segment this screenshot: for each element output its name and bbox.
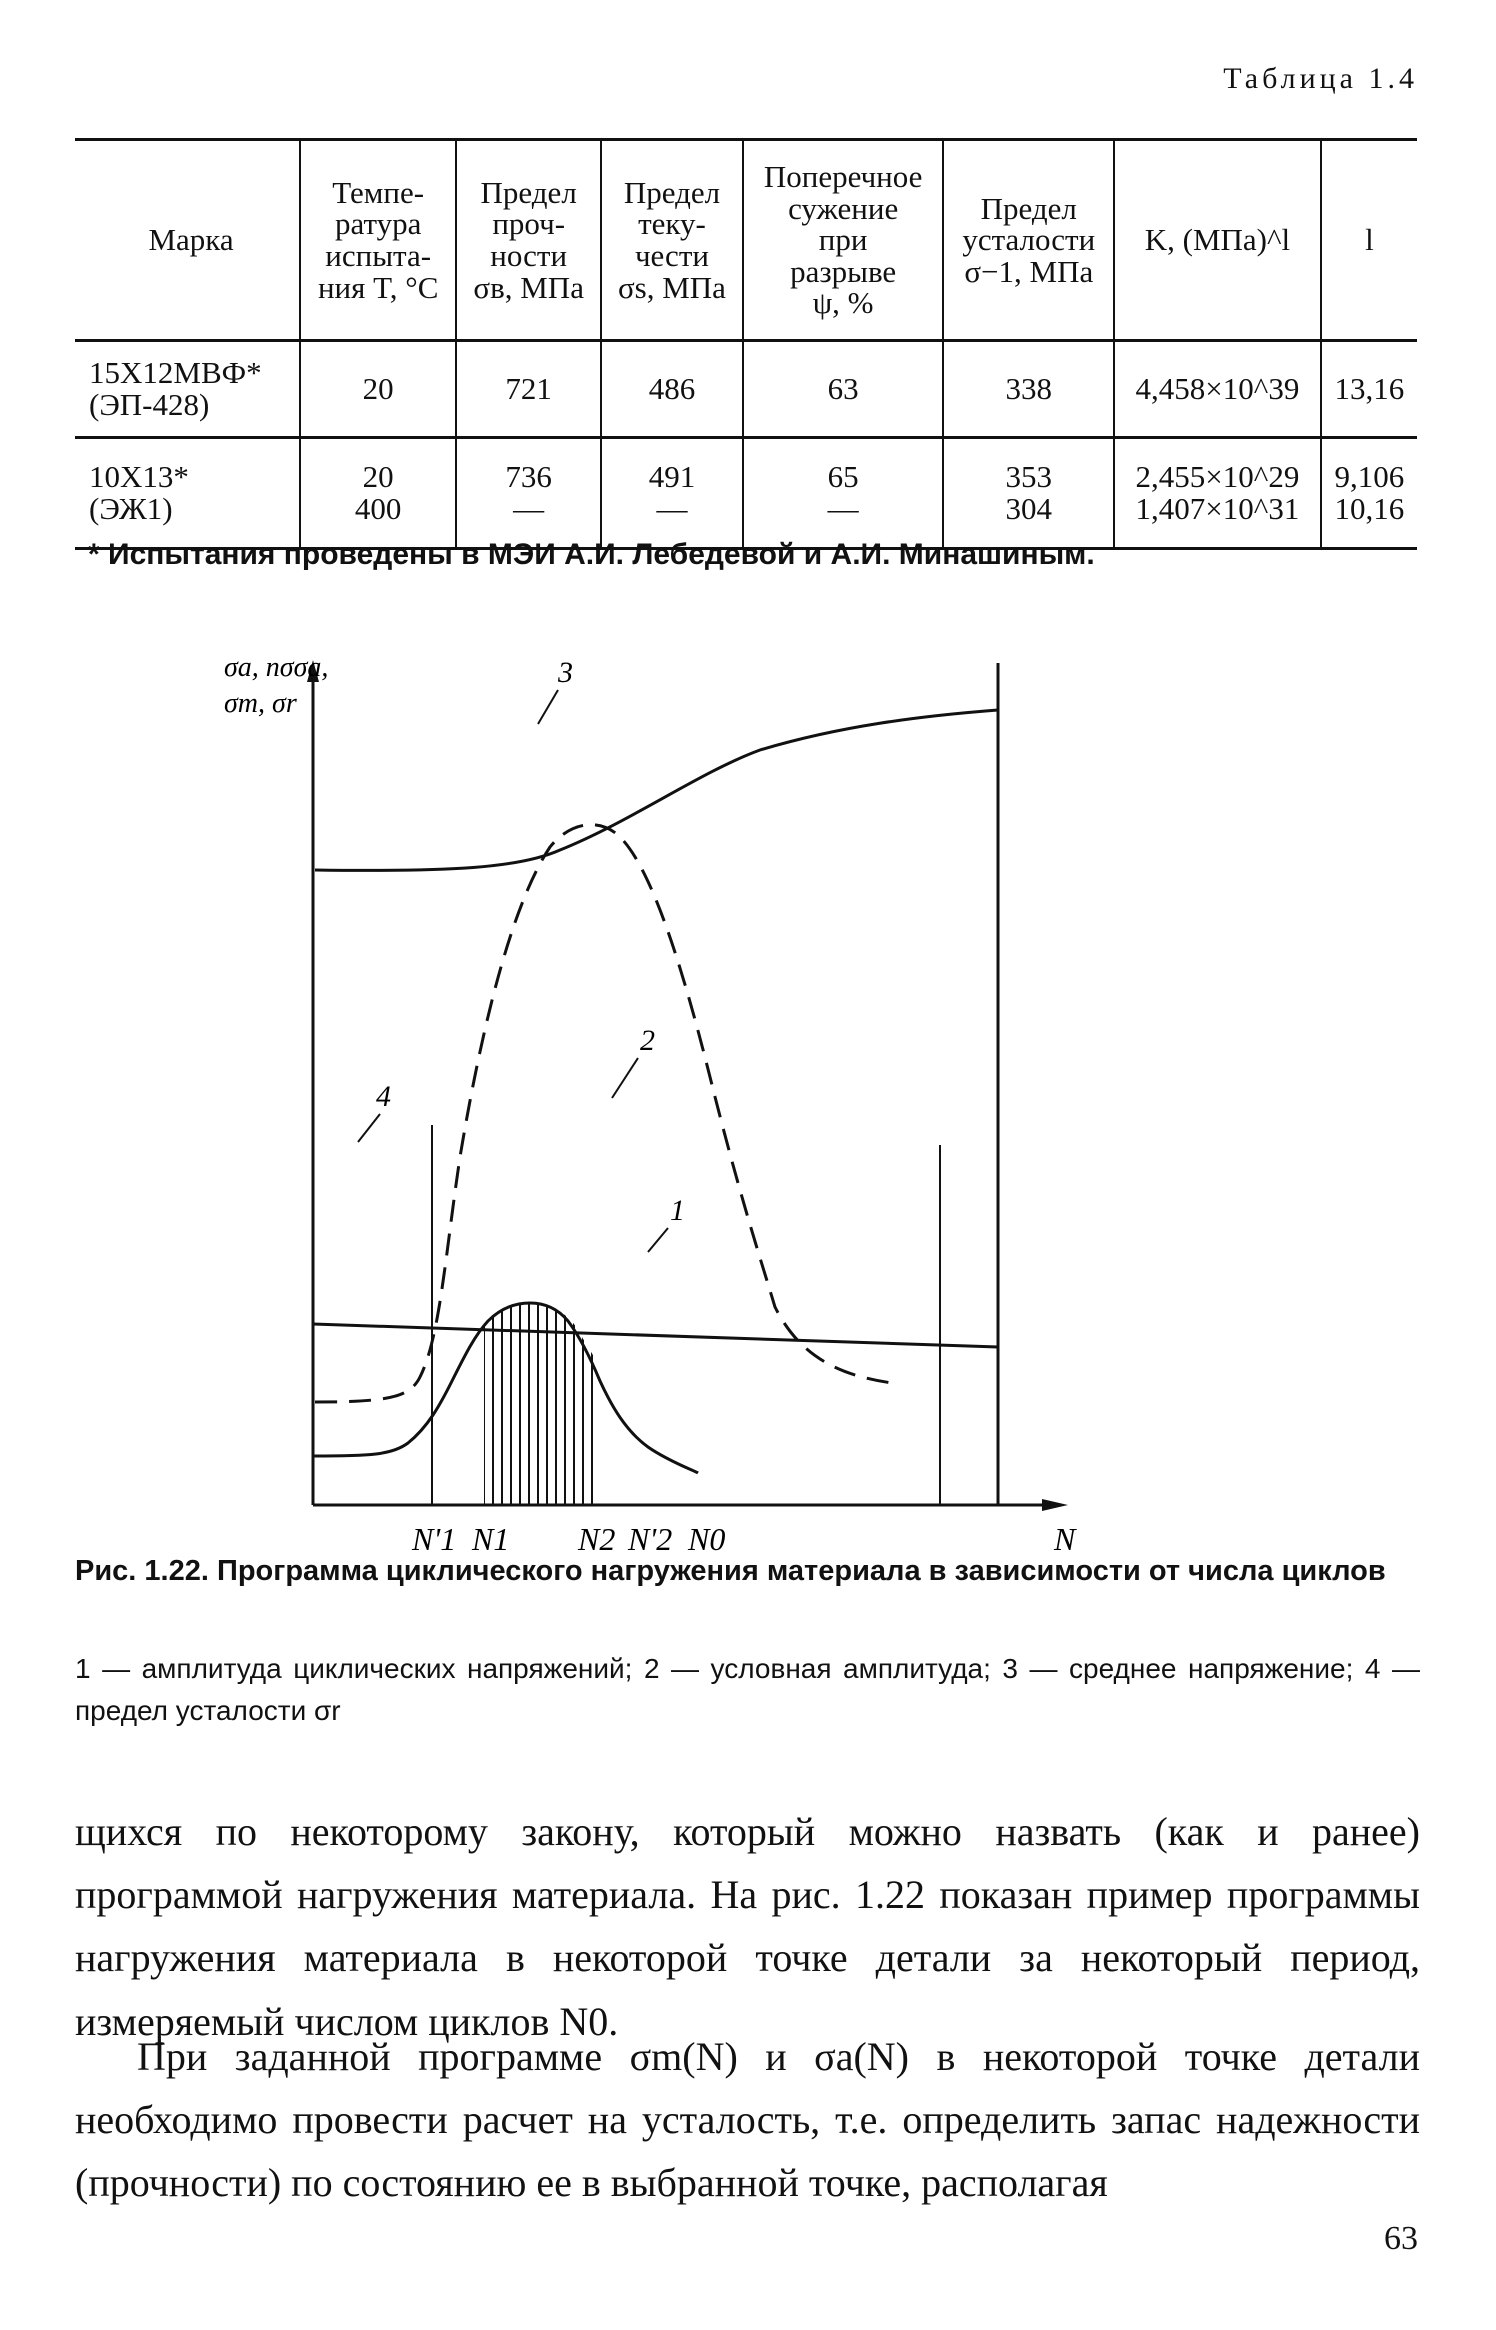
tick-n1: N1 [472, 1521, 510, 1557]
curve-1-drawn [315, 1300, 770, 1462]
header-line: l [1365, 222, 1374, 258]
table-row [75, 438, 1417, 549]
curve-1-stress-amplitude-visible [315, 778, 740, 930]
header-line: при [818, 222, 868, 258]
table-cell [743, 438, 944, 549]
header-line: Поперечное [763, 158, 923, 194]
y-axis-label-line2: σm, σr [224, 688, 297, 719]
curve-1-amplitude-bell [313, 782, 532, 930]
amplitude-line-1 [315, 780, 698, 931]
table-header-cell [601, 140, 743, 341]
curve-1-amplitude-trace [315, 780, 605, 930]
figure-title: Рис. 1.22. Программа циклического нагружения материала в зависимости от числа циклов [75, 1555, 1386, 1587]
body-paragraph-2: При заданной программе σm(N) и σa(N) в некоторой точке детали необходимо провести расчет на усталость, т.е. определить запас надежности (прочности) по состоянию ее в выбранной точке, располагая [75, 2034, 1420, 2206]
table-header-cell [75, 140, 300, 341]
curve-1-line [315, 1281, 900, 1472]
x-axis-label: N [1054, 1521, 1076, 1557]
cell-line: 13,16 [1334, 371, 1405, 407]
table-cell [1321, 438, 1417, 549]
curve-1-amplitude-cyclic-stresses [313, 1303, 698, 1473]
curve-label-4: 4 [376, 1080, 391, 1113]
header-line: Предел [623, 174, 721, 210]
table-cell [300, 341, 456, 438]
header-line: σ−1, МПа [964, 253, 1094, 289]
table-cell [456, 438, 601, 549]
curve-1-visual [315, 1260, 800, 1462]
cell-line: — [656, 491, 688, 526]
cell-line: 304 [1005, 491, 1053, 526]
page-number: 63 [1384, 2220, 1418, 2257]
cell-line: 65 [827, 459, 859, 495]
table-footnote: * Испытания проведены в МЭИ А.И. Лебедевой и А.И. Минашиным. [88, 538, 1095, 571]
table-header-cell [743, 140, 944, 341]
curve-2-conditional-amplitude [315, 825, 900, 1402]
curve-1-amplitude-solid [315, 1291, 740, 1460]
cell-line: 736 [505, 459, 552, 495]
table-cell [456, 341, 601, 438]
leader-4 [358, 1114, 380, 1142]
header-line: ратура [334, 206, 422, 242]
leader-1 [648, 1228, 668, 1252]
header-line: K, (МПа)^l [1144, 222, 1291, 258]
curve-label-3: 3 [558, 656, 573, 689]
curve-label-1: 1 [670, 1194, 685, 1227]
table-cell [1114, 438, 1321, 549]
table-cell [601, 341, 743, 438]
header-line: ния T, °С [317, 269, 439, 305]
curve-3-mean-stress [315, 710, 998, 870]
cell-line: 721 [505, 371, 552, 407]
table-cell [75, 438, 300, 549]
header-line: ψ, % [812, 285, 874, 321]
body-paragraph-1: щихся по некоторому закону, который можно назвать (как и ранее) программой нагружения материала. На рис. 1.22 показан пример программы нагружения материала в некоторой точке детали за некоторый период, измеряемый числом циклов N0. [75, 1809, 1420, 2044]
properties-table [75, 138, 1417, 550]
curve-1-amplitude-of-cyclic-stress [315, 778, 698, 930]
table-cell [75, 341, 300, 438]
cell-line: 338 [1005, 371, 1053, 407]
curve-1-final [315, 1292, 770, 1462]
cell-line: 4,458×10^39 [1135, 371, 1300, 407]
table-cell [1321, 341, 1417, 438]
header-line: σs, МПа [617, 269, 726, 305]
table-row [75, 341, 1417, 438]
cell-line: 10Х13* [89, 459, 189, 495]
header-line: теку- [638, 206, 706, 242]
table-cell [1114, 341, 1321, 438]
cell-line: — [827, 491, 859, 526]
cell-line: 400 [354, 491, 402, 526]
header-line: сужение [788, 190, 899, 226]
cell-line: 353 [1005, 459, 1053, 495]
loading-program-figure [224, 652, 1200, 1557]
table-header-cell [1321, 140, 1417, 341]
stress-amplitude-curve [315, 905, 440, 930]
table-cell [300, 438, 456, 549]
cell-line: 10,16 [1334, 491, 1405, 526]
header-line: Предел [480, 174, 577, 210]
cell-line: 15Х12МВФ* [89, 355, 262, 391]
table-cell [943, 438, 1114, 549]
header-line: Темпе- [332, 174, 425, 210]
curve-1-shown [315, 1312, 500, 1455]
curve-1-stress-amplitude [315, 1279, 900, 1468]
curve-1-amplitude [315, 1286, 740, 1456]
leader-3 [538, 690, 558, 724]
header-line: разрыве [790, 253, 897, 289]
curve-1-display [313, 1287, 770, 1462]
curve-4-fatigue-limit [313, 1324, 998, 1347]
header-line: усталости [962, 222, 1096, 258]
tick-n1-prime: N'1 [412, 1521, 457, 1557]
table-caption: Таблица 1.4 [1223, 62, 1418, 95]
curve-1-amplitude-line [315, 1298, 510, 1455]
tick-n2-prime: N'2 [628, 1521, 673, 1557]
header-line: σв, МПа [473, 269, 584, 305]
table-cell [601, 438, 743, 549]
cell-line: 2,455×10^29 [1135, 459, 1300, 495]
table-header-row [75, 140, 1417, 341]
cell-line: (ЭЖ1) [89, 491, 173, 526]
leader-2 [612, 1058, 638, 1098]
cell-line: 20 [362, 459, 394, 495]
cell-line: 9,106 [1334, 459, 1405, 495]
curve-label-2: 2 [640, 1024, 655, 1057]
table-header-cell [300, 140, 456, 341]
figure-legend: 1 — амплитуда циклических напряжений; 2 — условная амплитуда; 3 — среднее напряжение; 4 — предел усталости σr [75, 1653, 1420, 1726]
x-axis-arrow [1042, 1499, 1068, 1511]
cell-line: 63 [827, 371, 859, 407]
cell-line: 20 [362, 371, 394, 407]
cell-line: — [513, 491, 545, 526]
stress-amplitude [313, 1312, 500, 1455]
cell-line: (ЭП-428) [89, 387, 210, 422]
header-line: Марка [148, 222, 234, 258]
table-cell [943, 341, 1114, 438]
tick-n0: N0 [688, 1521, 726, 1557]
y-axis-label-line1: σa, nσσa, [224, 652, 329, 683]
tick-n2: N2 [578, 1521, 616, 1557]
header-line: чести [634, 238, 709, 273]
header-line: испыта- [325, 238, 432, 273]
cell-line: 491 [648, 459, 696, 495]
curve-1-amplitude-drawn [315, 1280, 772, 1468]
table-header-cell [456, 140, 601, 341]
table-header-cell [1114, 140, 1321, 341]
header-line: ности [490, 238, 568, 273]
table-cell [743, 341, 944, 438]
table-header-cell [943, 140, 1114, 341]
header-line: Предел [980, 190, 1077, 226]
curve-1 [315, 1305, 740, 1460]
curve-1-solid [315, 1305, 698, 1456]
header-line: проч- [492, 206, 566, 242]
cell-line: 1,407×10^31 [1135, 491, 1300, 526]
cell-line: 486 [648, 371, 696, 407]
